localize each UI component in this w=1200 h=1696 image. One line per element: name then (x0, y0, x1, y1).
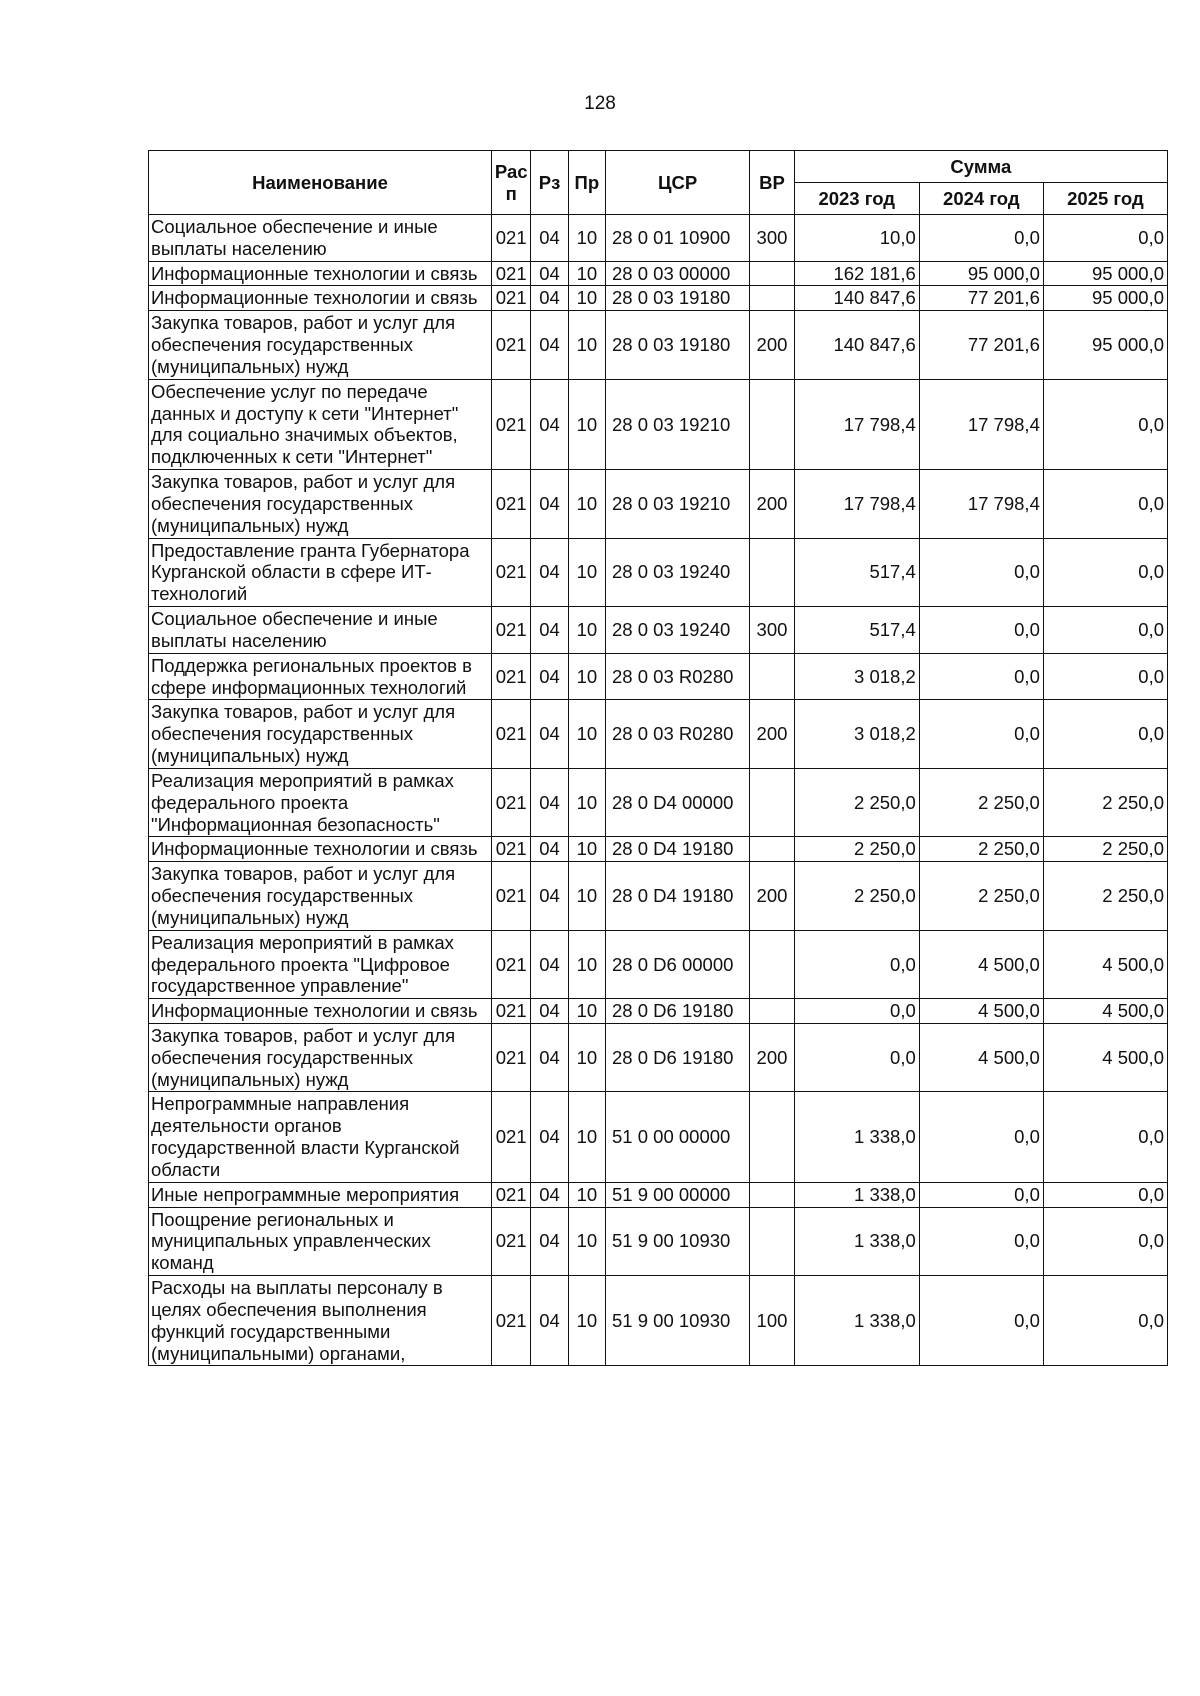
cell-csr: 28 0 D4 19180 (606, 837, 750, 862)
cell-2024: 2 250,0 (919, 862, 1043, 930)
table-row (149, 379, 1168, 469)
cell-rz: 04 (531, 261, 568, 286)
cell-csr: 28 0 D4 00000 (606, 768, 750, 836)
cell-2023: 3 018,2 (794, 700, 919, 768)
cell-pr: 10 (568, 1207, 605, 1275)
cell-rz: 04 (531, 311, 568, 379)
header-year-2024: 2024 год (919, 183, 1043, 215)
cell-rasp: 021 (492, 930, 531, 998)
cell-csr: 51 9 00 10930 (606, 1276, 750, 1366)
cell-rasp: 021 (492, 538, 531, 606)
cell-2025: 0,0 (1043, 1276, 1167, 1366)
cell-vr: 200 (750, 1023, 794, 1091)
cell-2025: 0,0 (1043, 470, 1167, 538)
cell-pr: 10 (568, 700, 605, 768)
table-row (149, 930, 1168, 998)
cell-rasp: 021 (492, 1207, 531, 1275)
cell-rz: 04 (531, 470, 568, 538)
cell-2023: 1 338,0 (794, 1207, 919, 1275)
cell-2025: 4 500,0 (1043, 999, 1167, 1024)
cell-vr: 100 (750, 1276, 794, 1366)
cell-2023: 162 181,6 (794, 261, 919, 286)
cell-csr: 28 0 03 19240 (606, 607, 750, 654)
table-row (149, 837, 1168, 862)
table-row (149, 470, 1168, 538)
cell-2023: 17 798,4 (794, 379, 919, 469)
cell-2025: 0,0 (1043, 607, 1167, 654)
header-rasp: Рас п (492, 151, 531, 215)
cell-rz: 04 (531, 930, 568, 998)
table-row (149, 607, 1168, 654)
cell-2024: 4 500,0 (919, 930, 1043, 998)
cell-pr: 10 (568, 261, 605, 286)
cell-pr: 10 (568, 286, 605, 311)
header-vr: ВР (750, 151, 794, 215)
cell-2023: 517,4 (794, 607, 919, 654)
cell-rasp: 021 (492, 700, 531, 768)
cell-2023: 140 847,6 (794, 311, 919, 379)
cell-csr: 28 0 03 19180 (606, 286, 750, 311)
table-row (149, 999, 1168, 1024)
cell-vr: 300 (750, 215, 794, 262)
cell-vr (750, 1092, 794, 1182)
page-number: 128 (584, 93, 616, 114)
cell-rz: 04 (531, 768, 568, 836)
cell-rz: 04 (531, 653, 568, 700)
header-csr: ЦСР (606, 151, 750, 215)
cell-2024: 77 201,6 (919, 286, 1043, 311)
cell-name: Информационные технологии и связь (149, 999, 492, 1024)
cell-name: Информационные технологии и связь (149, 261, 492, 286)
cell-2023: 2 250,0 (794, 768, 919, 836)
cell-csr: 28 0 03 19180 (606, 311, 750, 379)
cell-vr (750, 1182, 794, 1207)
cell-csr: 28 0 01 10900 (606, 215, 750, 262)
header-pr: Пр (568, 151, 605, 215)
cell-rz: 04 (531, 1276, 568, 1366)
cell-pr: 10 (568, 470, 605, 538)
cell-rasp: 021 (492, 653, 531, 700)
cell-2024: 0,0 (919, 1207, 1043, 1275)
cell-vr (750, 286, 794, 311)
cell-2023: 0,0 (794, 999, 919, 1024)
cell-rz: 04 (531, 538, 568, 606)
cell-2025: 0,0 (1043, 700, 1167, 768)
cell-name: Закупка товаров, работ и услуг для обеспечения государственных (муниципальных) нужд (149, 1023, 492, 1091)
cell-rz: 04 (531, 999, 568, 1024)
cell-2024: 0,0 (919, 1182, 1043, 1207)
cell-csr: 51 9 00 00000 (606, 1182, 750, 1207)
cell-rz: 04 (531, 1023, 568, 1091)
cell-pr: 10 (568, 837, 605, 862)
cell-rasp: 021 (492, 1092, 531, 1182)
cell-name: Иные непрограммные мероприятия (149, 1182, 492, 1207)
cell-pr: 10 (568, 768, 605, 836)
cell-pr: 10 (568, 862, 605, 930)
cell-rz: 04 (531, 607, 568, 654)
table-row (149, 768, 1168, 836)
cell-2024: 0,0 (919, 607, 1043, 654)
cell-2025: 0,0 (1043, 653, 1167, 700)
cell-csr: 28 0 03 00000 (606, 261, 750, 286)
cell-csr: 51 0 00 00000 (606, 1092, 750, 1182)
cell-pr: 10 (568, 311, 605, 379)
cell-csr: 51 9 00 10930 (606, 1207, 750, 1275)
cell-name: Реализация мероприятий в рамках федерального проекта "Цифровое государственное управление" (149, 930, 492, 998)
cell-vr (750, 1207, 794, 1275)
cell-csr: 28 0 03 R0280 (606, 700, 750, 768)
cell-pr: 10 (568, 538, 605, 606)
cell-vr (750, 999, 794, 1024)
cell-name: Непрограммные направления деятельности органов государственной власти Курганской области (149, 1092, 492, 1182)
cell-2023: 1 338,0 (794, 1092, 919, 1182)
cell-2023: 1 338,0 (794, 1276, 919, 1366)
header-sum: Сумма (794, 151, 1167, 183)
cell-vr: 200 (750, 862, 794, 930)
cell-2023: 0,0 (794, 930, 919, 998)
table-row (149, 215, 1168, 262)
cell-2023: 1 338,0 (794, 1182, 919, 1207)
table-row (149, 862, 1168, 930)
cell-2025: 2 250,0 (1043, 862, 1167, 930)
cell-pr: 10 (568, 1182, 605, 1207)
cell-vr: 200 (750, 311, 794, 379)
cell-csr: 28 0 03 19240 (606, 538, 750, 606)
cell-rasp: 021 (492, 768, 531, 836)
cell-rasp: 021 (492, 215, 531, 262)
cell-name: Закупка товаров, работ и услуг для обеспечения государственных (муниципальных) нужд (149, 470, 492, 538)
cell-rasp: 021 (492, 607, 531, 654)
header-rz: Рз (531, 151, 568, 215)
cell-rz: 04 (531, 1092, 568, 1182)
cell-name: Поощрение региональных и муниципальных управленческих команд (149, 1207, 492, 1275)
cell-2024: 17 798,4 (919, 470, 1043, 538)
cell-rz: 04 (531, 286, 568, 311)
cell-2024: 0,0 (919, 1092, 1043, 1182)
cell-pr: 10 (568, 653, 605, 700)
cell-2024: 0,0 (919, 215, 1043, 262)
table-row (149, 261, 1168, 286)
header-year-2023: 2023 год (794, 183, 919, 215)
header-name: Наименование (149, 151, 492, 215)
cell-name: Информационные технологии и связь (149, 837, 492, 862)
cell-rasp: 021 (492, 470, 531, 538)
cell-name: Социальное обеспечение и иные выплаты населению (149, 607, 492, 654)
cell-name: Поддержка региональных проектов в сфере информационных технологий (149, 653, 492, 700)
cell-pr: 10 (568, 999, 605, 1024)
cell-rasp: 021 (492, 379, 531, 469)
cell-rasp: 021 (492, 286, 531, 311)
cell-name: Предоставление гранта Губернатора Курганской области в сфере ИТ-технологий (149, 538, 492, 606)
cell-2025: 0,0 (1043, 1207, 1167, 1275)
cell-csr: 28 0 03 19210 (606, 379, 750, 469)
cell-name: Социальное обеспечение и иные выплаты населению (149, 215, 492, 262)
cell-vr (750, 653, 794, 700)
cell-2023: 0,0 (794, 1023, 919, 1091)
cell-csr: 28 0 D6 19180 (606, 1023, 750, 1091)
cell-vr (750, 538, 794, 606)
cell-2024: 95 000,0 (919, 261, 1043, 286)
cell-2023: 140 847,6 (794, 286, 919, 311)
cell-rz: 04 (531, 837, 568, 862)
cell-2025: 2 250,0 (1043, 768, 1167, 836)
cell-pr: 10 (568, 607, 605, 654)
cell-vr: 200 (750, 470, 794, 538)
cell-2025: 0,0 (1043, 1092, 1167, 1182)
cell-2023: 2 250,0 (794, 837, 919, 862)
cell-2024: 4 500,0 (919, 999, 1043, 1024)
cell-2023: 2 250,0 (794, 862, 919, 930)
cell-vr (750, 837, 794, 862)
cell-2025: 4 500,0 (1043, 1023, 1167, 1091)
table-row (149, 653, 1168, 700)
cell-rasp: 021 (492, 1182, 531, 1207)
cell-2023: 17 798,4 (794, 470, 919, 538)
cell-pr: 10 (568, 1092, 605, 1182)
cell-csr: 28 0 03 R0280 (606, 653, 750, 700)
cell-pr: 10 (568, 1276, 605, 1366)
cell-2025: 0,0 (1043, 379, 1167, 469)
cell-2024: 2 250,0 (919, 768, 1043, 836)
cell-vr (750, 261, 794, 286)
table-row (149, 286, 1168, 311)
cell-csr: 28 0 03 19210 (606, 470, 750, 538)
cell-rz: 04 (531, 379, 568, 469)
table-row (149, 700, 1168, 768)
cell-pr: 10 (568, 1023, 605, 1091)
cell-2024: 77 201,6 (919, 311, 1043, 379)
table-row (149, 311, 1168, 379)
table-row (149, 1182, 1168, 1207)
cell-2025: 95 000,0 (1043, 261, 1167, 286)
cell-name: Расходы на выплаты персоналу в целях обеспечения выполнения функций государственными (муниципальными) органами, (149, 1276, 492, 1366)
table-header (149, 151, 1168, 215)
cell-2024: 0,0 (919, 653, 1043, 700)
cell-2024: 2 250,0 (919, 837, 1043, 862)
cell-rz: 04 (531, 215, 568, 262)
cell-2025: 0,0 (1043, 1182, 1167, 1207)
cell-2025: 0,0 (1043, 538, 1167, 606)
cell-rasp: 021 (492, 1023, 531, 1091)
cell-csr: 28 0 D6 19180 (606, 999, 750, 1024)
cell-name: Закупка товаров, работ и услуг для обеспечения государственных (муниципальных) нужд (149, 311, 492, 379)
cell-csr: 28 0 D6 00000 (606, 930, 750, 998)
table-row (149, 1276, 1168, 1366)
cell-name: Реализация мероприятий в рамках федерального проекта "Информационная безопасность" (149, 768, 492, 836)
cell-csr: 28 0 D4 19180 (606, 862, 750, 930)
cell-vr: 200 (750, 700, 794, 768)
cell-vr (750, 379, 794, 469)
cell-name: Закупка товаров, работ и услуг для обеспечения государственных (муниципальных) нужд (149, 862, 492, 930)
table-row (149, 1092, 1168, 1182)
cell-rasp: 021 (492, 999, 531, 1024)
cell-2024: 0,0 (919, 1276, 1043, 1366)
cell-2025: 95 000,0 (1043, 311, 1167, 379)
cell-name: Обеспечение услуг по передаче данных и доступу к сети "Интернет" для социально значимых объектов, подключенных к сети "Интернет" (149, 379, 492, 469)
cell-2024: 4 500,0 (919, 1023, 1043, 1091)
cell-rasp: 021 (492, 837, 531, 862)
cell-rasp: 021 (492, 862, 531, 930)
header-year-2025: 2025 год (1043, 183, 1167, 215)
cell-2024: 17 798,4 (919, 379, 1043, 469)
cell-pr: 10 (568, 930, 605, 998)
cell-rz: 04 (531, 862, 568, 930)
cell-name: Закупка товаров, работ и услуг для обеспечения государственных (муниципальных) нужд (149, 700, 492, 768)
cell-vr: 300 (750, 607, 794, 654)
cell-rasp: 021 (492, 1276, 531, 1366)
cell-pr: 10 (568, 379, 605, 469)
table-row (149, 1023, 1168, 1091)
table-row (149, 1207, 1168, 1275)
cell-2024: 0,0 (919, 538, 1043, 606)
cell-name: Информационные технологии и связь (149, 286, 492, 311)
table-body (149, 215, 1168, 1366)
cell-2023: 517,4 (794, 538, 919, 606)
cell-rasp: 021 (492, 261, 531, 286)
cell-2023: 10,0 (794, 215, 919, 262)
cell-2025: 95 000,0 (1043, 286, 1167, 311)
cell-rasp: 021 (492, 311, 531, 379)
cell-2024: 0,0 (919, 700, 1043, 768)
cell-2025: 0,0 (1043, 215, 1167, 262)
cell-vr (750, 930, 794, 998)
cell-rz: 04 (531, 700, 568, 768)
table-row (149, 538, 1168, 606)
cell-rz: 04 (531, 1207, 568, 1275)
cell-2025: 4 500,0 (1043, 930, 1167, 998)
cell-pr: 10 (568, 215, 605, 262)
budget-table (148, 150, 1168, 1366)
cell-2025: 2 250,0 (1043, 837, 1167, 862)
cell-vr (750, 768, 794, 836)
cell-2023: 3 018,2 (794, 653, 919, 700)
cell-rz: 04 (531, 1182, 568, 1207)
